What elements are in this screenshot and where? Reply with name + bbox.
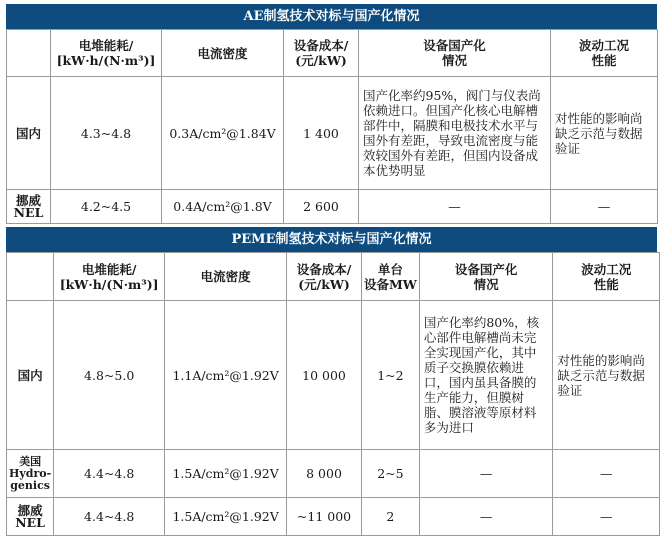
ae-current-cell: 0.3A/cm²@1.84V bbox=[162, 77, 284, 190]
peme-header-current: 电流密度 bbox=[165, 253, 287, 301]
peme-row-domestic bbox=[7, 301, 660, 450]
peme-current-cell: 1.1A/cm²@1.92V bbox=[165, 301, 287, 450]
ae-region-cell: 国内 bbox=[7, 77, 51, 190]
ae-header-cost: 设备成本/ (元/kW) bbox=[284, 30, 359, 77]
peme-localization-cell: — bbox=[419, 498, 553, 536]
ae-header-localization: 设备国产化 情况 bbox=[359, 30, 551, 77]
ae-header-energy: 电堆能耗/ [kW·h/(N·m³)] bbox=[51, 30, 162, 77]
ae-header-region bbox=[7, 30, 51, 77]
ae-region-cell: 挪威 NEL bbox=[7, 190, 51, 224]
peme-header-unit: 单台 设备MW bbox=[361, 253, 419, 301]
ae-energy-cell: 4.3~4.8 bbox=[51, 77, 162, 190]
peme-fluctuation-cell: — bbox=[553, 498, 660, 536]
peme-row-hydrogenics bbox=[7, 450, 660, 498]
peme-energy-cell: 4.8~5.0 bbox=[54, 301, 165, 450]
peme-unit-cell: 2~5 bbox=[361, 450, 419, 498]
peme-region-cell: 挪威 NEL bbox=[7, 498, 54, 536]
peme-region-cell: 美国 Hydro- genics bbox=[7, 450, 54, 498]
peme-table-title: PEME制氢技术对标与国产化情况 bbox=[6, 227, 657, 252]
ae-row-nel bbox=[7, 190, 658, 224]
peme-table bbox=[6, 252, 660, 536]
peme-cost-cell: ~11 000 bbox=[287, 498, 362, 536]
peme-energy-cell: 4.4~4.8 bbox=[54, 498, 165, 536]
ae-cost-cell: 1 400 bbox=[284, 77, 359, 190]
ae-table bbox=[6, 29, 658, 224]
ae-header-current: 电流密度 bbox=[162, 30, 284, 77]
peme-cost-cell: 10 000 bbox=[287, 301, 362, 450]
peme-header-region bbox=[7, 253, 54, 301]
peme-unit-cell: 2 bbox=[361, 498, 419, 536]
peme-localization-cell: — bbox=[419, 450, 553, 498]
peme-unit-cell: 1~2 bbox=[361, 301, 419, 450]
peme-energy-cell: 4.4~4.8 bbox=[54, 450, 165, 498]
ae-fluctuation-cell: — bbox=[551, 190, 658, 224]
ae-localization-cell: 国产化率约95%，阀门与仪表尚依赖进口。但国产化核心电解槽部件中，隔膜和电极技术水平与国外有差距，导致电流密度与能效较国外有差距，但国内设备成本优势明显 bbox=[359, 77, 551, 190]
ae-cost-cell: 2 600 bbox=[284, 190, 359, 224]
peme-row-nel bbox=[7, 498, 660, 536]
ae-energy-cell: 4.2~4.5 bbox=[51, 190, 162, 224]
peme-localization-cell: 国产化率约80%，核心部件电解槽尚未完全实现国产化，其中质子交换膜依赖进口，国内虽具备膜的生产能力，但膜树脂、膜溶液等原材料多为进口 bbox=[419, 301, 553, 450]
peme-current-cell: 1.5A/cm²@1.92V bbox=[165, 498, 287, 536]
peme-fluctuation-cell: — bbox=[553, 450, 660, 498]
ae-current-cell: 0.4A/cm²@1.8V bbox=[162, 190, 284, 224]
ae-row-domestic bbox=[7, 77, 658, 190]
ae-header-fluctuation: 波动工况 性能 bbox=[551, 30, 658, 77]
ae-fluctuation-cell: 对性能的影响尚缺乏示范与数据验证 bbox=[551, 77, 658, 190]
peme-cost-cell: 8 000 bbox=[287, 450, 362, 498]
peme-current-cell: 1.5A/cm²@1.92V bbox=[165, 450, 287, 498]
peme-header-energy: 电堆能耗/ [kW·h/(N·m³)] bbox=[54, 253, 165, 301]
peme-region-cell: 国内 bbox=[7, 301, 54, 450]
peme-header-cost: 设备成本/ (元/kW) bbox=[287, 253, 362, 301]
ae-table-title: AE制氢技术对标与国产化情况 bbox=[6, 4, 657, 29]
ae-localization-cell: — bbox=[359, 190, 551, 224]
ae-header-row bbox=[7, 30, 658, 77]
peme-header-fluctuation: 波动工况 性能 bbox=[553, 253, 660, 301]
peme-fluctuation-cell: 对性能的影响尚缺乏示范与数据验证 bbox=[553, 301, 660, 450]
peme-header-row bbox=[7, 253, 660, 301]
peme-header-localization: 设备国产化 情况 bbox=[419, 253, 553, 301]
